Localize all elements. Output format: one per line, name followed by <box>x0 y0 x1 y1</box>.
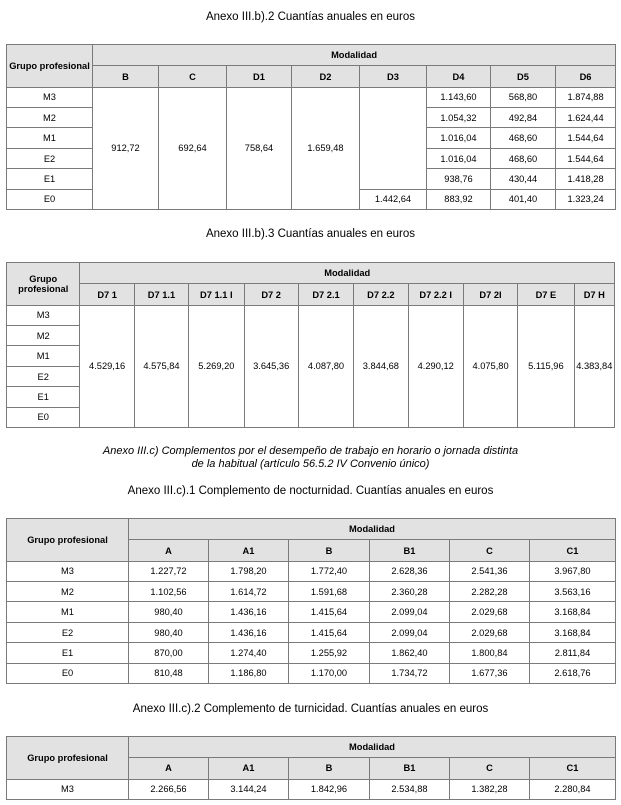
value-cell: 1.415,64 <box>289 602 370 622</box>
value-cell: 2.618,76 <box>530 663 616 683</box>
group-header: Grupo profesional <box>7 519 129 562</box>
modalidad-header: Modalidad <box>129 737 616 758</box>
value-cell: 3.967,80 <box>530 561 616 581</box>
value-cell: 1.614,72 <box>209 582 289 602</box>
value-cell: 1.442,64 <box>360 189 427 209</box>
value-cell: 2.266,56 <box>129 779 209 799</box>
value-cell: 1.016,04 <box>427 148 491 168</box>
value-cell: 1.677,36 <box>450 663 530 683</box>
group-cell: M1 <box>7 346 80 366</box>
value-cell: 870,00 <box>129 643 209 663</box>
value-cell: 1.862,40 <box>370 643 450 663</box>
value-cell: 468,60 <box>491 128 556 148</box>
col-header: D7 E <box>518 284 574 305</box>
group-cell: E0 <box>7 663 129 683</box>
value-cell: 1.186,80 <box>209 663 289 683</box>
merged-cell: 4.383,84 <box>574 305 614 427</box>
value-cell: 1.800,84 <box>450 643 530 663</box>
value-cell: 1.436,16 <box>209 602 289 622</box>
col-header: D7 2.2 <box>354 284 408 305</box>
modalidad-header: Modalidad <box>93 45 616 66</box>
value-cell: 980,40 <box>129 622 209 642</box>
col-header: D7 1.1 I <box>189 284 244 305</box>
merged-cell: 3.645,36 <box>244 305 298 427</box>
col-header: C <box>450 758 530 779</box>
table1-caption: Anexo III.b).2 Cuantías anuales en euros <box>205 11 416 23</box>
group-cell: E1 <box>7 643 129 663</box>
col-header: C1 <box>530 540 616 561</box>
value-cell: 1.382,28 <box>450 779 530 799</box>
merged-cell: 758,64 <box>227 87 292 209</box>
value-cell: 1.418,28 <box>556 169 616 189</box>
merged-cell: 4.529,16 <box>80 305 134 427</box>
merged-cell: 912,72 <box>93 87 159 209</box>
value-cell: 2.280,84 <box>530 779 616 799</box>
col-header: D7 2.2 I <box>408 284 463 305</box>
value-cell: 1.624,44 <box>556 108 616 128</box>
value-cell: 568,80 <box>491 87 556 107</box>
value-cell: 1.274,40 <box>209 643 289 663</box>
merged-cell: 5.115,96 <box>518 305 574 427</box>
value-cell: 401,40 <box>491 189 556 209</box>
group-cell: M1 <box>7 602 129 622</box>
value-cell: 1.323,24 <box>556 189 616 209</box>
value-cell: 1.170,00 <box>289 663 370 683</box>
value-cell: 1.054,32 <box>427 108 491 128</box>
modalidad-header: Modalidad <box>80 263 615 284</box>
col-header: C <box>450 540 530 561</box>
table-row <box>7 622 616 642</box>
col-header: D7 2.1 <box>298 284 353 305</box>
col-header: D7 H <box>574 284 614 305</box>
value-cell: 1.842,96 <box>289 779 370 799</box>
merged-cell: 4.075,80 <box>463 305 517 427</box>
merged-cell: 4.087,80 <box>298 305 353 427</box>
empty-cell <box>360 87 427 189</box>
value-cell: 1.143,60 <box>427 87 491 107</box>
col-header: B <box>289 540 370 561</box>
modalidad-header: Modalidad <box>129 519 616 540</box>
group-cell: E0 <box>7 407 80 427</box>
table-row <box>7 602 616 622</box>
note-line-1: Anexo III.c) Complementos por el desempeño de trabajo en horario o jornada distinta <box>102 445 519 457</box>
col-header: D1 <box>227 66 292 87</box>
table2 <box>6 262 615 428</box>
merged-cell: 692,64 <box>159 87 227 209</box>
col-header: D5 <box>491 66 556 87</box>
col-header: A <box>129 758 209 779</box>
merged-cell: 1.659,48 <box>292 87 360 209</box>
col-header: D7 2I <box>463 284 517 305</box>
value-cell: 938,76 <box>427 169 491 189</box>
value-cell: 1.734,72 <box>370 663 450 683</box>
group-cell: M3 <box>7 561 129 581</box>
value-cell: 2.029,68 <box>450 602 530 622</box>
col-header: C1 <box>530 758 616 779</box>
col-header: D3 <box>360 66 427 87</box>
value-cell: 1.798,20 <box>209 561 289 581</box>
value-cell: 3.563,16 <box>530 582 616 602</box>
col-header: D6 <box>556 66 616 87</box>
group-header: Grupo profesional <box>7 263 80 306</box>
table-row <box>7 305 615 325</box>
group-cell: E1 <box>7 169 93 189</box>
table-row <box>7 643 616 663</box>
group-header: Grupo profesional <box>7 737 129 780</box>
table2-caption: Anexo III.b).3 Cuantías anuales en euros <box>205 228 416 240</box>
group-cell: E2 <box>7 148 93 168</box>
value-cell: 3.168,84 <box>530 602 616 622</box>
value-cell: 2.628,36 <box>370 561 450 581</box>
value-cell: 1.016,04 <box>427 128 491 148</box>
merged-cell: 4.575,84 <box>134 305 188 427</box>
col-header: A <box>129 540 209 561</box>
value-cell: 2.099,04 <box>370 622 450 642</box>
table-row <box>7 582 616 602</box>
group-cell: M2 <box>7 326 80 346</box>
value-cell: 2.099,04 <box>370 602 450 622</box>
col-header: D4 <box>427 66 491 87</box>
col-header: D7 2 <box>244 284 298 305</box>
table-row <box>7 561 616 581</box>
table3 <box>6 518 616 684</box>
value-cell: 2.360,28 <box>370 582 450 602</box>
value-cell: 883,92 <box>427 189 491 209</box>
value-cell: 1.544,64 <box>556 148 616 168</box>
group-header: Grupo profesional <box>7 45 93 88</box>
value-cell: 1.255,92 <box>289 643 370 663</box>
value-cell: 2.029,68 <box>450 622 530 642</box>
merged-cell: 5.269,20 <box>189 305 244 427</box>
value-cell: 2.541,36 <box>450 561 530 581</box>
value-cell: 1.102,56 <box>129 582 209 602</box>
col-header: A1 <box>209 540 289 561</box>
value-cell: 1.874,88 <box>556 87 616 107</box>
table1 <box>6 44 616 210</box>
value-cell: 1.415,64 <box>289 622 370 642</box>
value-cell: 2.811,84 <box>530 643 616 663</box>
table-row <box>7 663 616 683</box>
group-cell: M2 <box>7 108 93 128</box>
value-cell: 1.227,72 <box>129 561 209 581</box>
table-row <box>7 779 616 799</box>
col-header: C <box>159 66 227 87</box>
value-cell: 3.168,84 <box>530 622 616 642</box>
value-cell: 1.544,64 <box>556 128 616 148</box>
col-header: B <box>289 758 370 779</box>
group-cell: M2 <box>7 582 129 602</box>
value-cell: 3.144,24 <box>209 779 289 799</box>
group-cell: M3 <box>7 87 93 107</box>
table3-caption: Anexo III.c).1 Complemento de nocturnidad. Cuantías anuales en euros <box>127 485 494 497</box>
col-header: B1 <box>370 540 450 561</box>
col-header: A1 <box>209 758 289 779</box>
col-header: B <box>93 66 159 87</box>
group-cell: M3 <box>7 305 80 325</box>
merged-cell: 4.290,12 <box>408 305 463 427</box>
value-cell: 2.534,88 <box>370 779 450 799</box>
value-cell: 2.282,28 <box>450 582 530 602</box>
group-cell: E2 <box>7 366 80 386</box>
value-cell: 492,84 <box>491 108 556 128</box>
table-row <box>7 87 616 107</box>
value-cell: 430,44 <box>491 169 556 189</box>
group-cell: E2 <box>7 622 129 642</box>
group-cell: E0 <box>7 189 93 209</box>
group-cell: M1 <box>7 128 93 148</box>
value-cell: 810,48 <box>129 663 209 683</box>
value-cell: 1.436,16 <box>209 622 289 642</box>
value-cell: 980,40 <box>129 602 209 622</box>
col-header: D7 1 <box>80 284 134 305</box>
col-header: B1 <box>370 758 450 779</box>
note-line-2: de la habitual (artículo 56.5.2 IV Convenio único) <box>191 458 430 470</box>
table4-caption: Anexo III.c).2 Complemento de turnicidad. Cuantías anuales en euros <box>132 703 489 715</box>
group-cell: E1 <box>7 387 80 407</box>
merged-cell: 3.844,68 <box>354 305 408 427</box>
col-header: D2 <box>292 66 360 87</box>
value-cell: 468,60 <box>491 148 556 168</box>
table4 <box>6 736 616 800</box>
value-cell: 1.772,40 <box>289 561 370 581</box>
group-cell: M3 <box>7 779 129 799</box>
col-header: D7 1.1 <box>134 284 188 305</box>
value-cell: 1.591,68 <box>289 582 370 602</box>
